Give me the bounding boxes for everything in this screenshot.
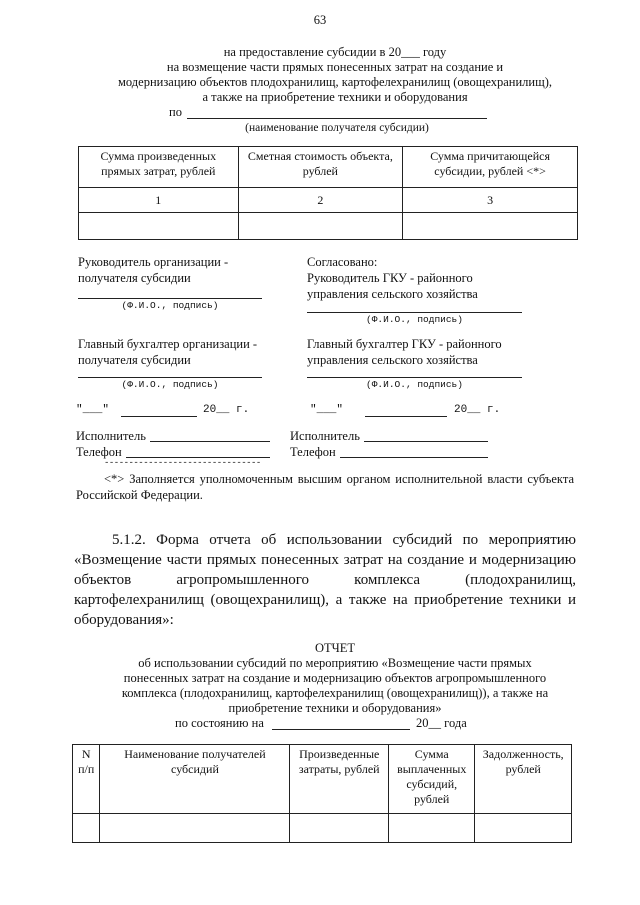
recipient-caption: (наименование получателя субсидии) — [245, 122, 429, 134]
as-of-year: 20__ года — [416, 716, 467, 730]
right-phone-label: Телефон — [290, 445, 336, 459]
left-accountant-sign-line[interactable] — [78, 377, 262, 378]
report-line-1: об использовании субсидий по мероприятию «Возмещение части прямых — [138, 656, 532, 670]
heading-line-4: а также на приобретение техники и оборудования — [202, 90, 468, 104]
heading-line-1: на предоставление субсидии в 20___ году — [223, 45, 447, 59]
subsidy-table — [78, 146, 578, 240]
po-label: по — [169, 105, 182, 119]
left-date-month-line[interactable] — [121, 416, 197, 417]
right-phone-line[interactable] — [340, 457, 488, 458]
header-costs-incurred: Произведенные затраты, рублей — [290, 745, 389, 814]
left-executor-line[interactable] — [150, 441, 270, 442]
left-accountant-fio-caption: (Ф.И.О., подпись) — [121, 379, 219, 390]
report-table — [72, 744, 572, 843]
cell-debt[interactable] — [475, 814, 572, 843]
left-date-year: 20__ г. — [203, 404, 250, 416]
section-paragraph: 5.1.2. Форма отчета об использовании субсидий по мероприятию «Возмещение части прямых понесенных затрат на создание и модернизацию объектов агропромышленного комплекса (плодохранилищ, картофелехранилищ (овощехранилищ), а также на приобретение техники и оборудования»: — [74, 532, 576, 628]
cell-costs-incurred[interactable] — [290, 814, 389, 843]
cell-subsidies-paid[interactable] — [389, 814, 475, 843]
table-data-row — [79, 213, 578, 240]
left-head-fio-caption: (Ф.И.О., подпись) — [121, 300, 219, 311]
right-head-label: Руководитель ГКУ - районного управления сельского хозяйства — [307, 271, 478, 301]
heading-line-3: модернизацию объектов плодохранилищ, картофелехранилищ (овощехранилищ), — [118, 75, 552, 89]
cell-subsidy-amount[interactable] — [403, 213, 578, 240]
left-date-day: "___" — [76, 404, 110, 416]
header-subsidy-amount: Сумма причитающейся субсидии, рублей <*> — [403, 147, 578, 188]
col-number-1: 1 — [79, 188, 239, 213]
header-recipient-name: Наименование получателей субсидий — [100, 745, 290, 814]
header-estimated-cost: Сметная стоимость объекта, рублей — [238, 147, 403, 188]
right-head-sign-line[interactable] — [307, 312, 522, 313]
left-head-sign-line[interactable] — [78, 298, 262, 299]
heading-line-2: на возмещение части прямых понесенных затрат на создание и — [166, 60, 504, 74]
right-executor-line[interactable] — [364, 441, 488, 442]
right-accountant-label: Главный бухгалтер ГКУ - районного управления сельского хозяйства — [307, 337, 502, 367]
left-head-label: Руководитель организации - получателя субсидии — [78, 255, 229, 285]
cell-direct-costs[interactable] — [79, 213, 239, 240]
left-executor-label: Исполнитель — [76, 429, 146, 443]
header-subsidies-paid: Сумма выплаченных субсидий, рублей — [389, 745, 475, 814]
table-number-row — [79, 188, 578, 213]
left-phone-label: Телефон — [76, 445, 122, 459]
footnote-separator: -------------------------------- — [104, 458, 261, 468]
header-debt: Задолженность, рублей — [475, 745, 572, 814]
right-accountant-sign-line[interactable] — [307, 377, 522, 378]
report-line-4: приобретение техники и оборудования» — [228, 701, 442, 715]
header-number: N п/п — [73, 745, 100, 814]
right-date-year: 20__ г. — [454, 404, 501, 416]
as-of-date-line[interactable] — [272, 729, 410, 730]
right-date-month-line[interactable] — [365, 416, 447, 417]
right-head-fio-caption: (Ф.И.О., подпись) — [366, 314, 463, 325]
page-number: 63 — [313, 13, 327, 27]
header-direct-costs: Сумма произведенных прямых затрат, рублей — [79, 147, 239, 188]
cell-number[interactable] — [73, 814, 100, 843]
report-line-3: комплекса (плодохранилищ, картофелехранилищ (овощехранилищ)), а также на — [121, 686, 549, 700]
table-data-row — [73, 814, 572, 843]
cell-recipient-name[interactable] — [100, 814, 290, 843]
cell-estimated-cost[interactable] — [238, 213, 403, 240]
left-accountant-label: Главный бухгалтер организации - получателя субсидии — [78, 337, 258, 367]
report-line-2: понесенных затрат на создание и модернизацию объектов агропромышленного — [123, 671, 547, 685]
col-number-2: 2 — [238, 188, 403, 213]
right-date-day: "___" — [310, 404, 344, 416]
agreed-label: Согласовано: — [307, 255, 378, 269]
recipient-line — [187, 118, 487, 119]
right-accountant-fio-caption: (Ф.И.О., подпись) — [366, 379, 463, 390]
right-executor-label: Исполнитель — [290, 429, 360, 443]
table-header-row — [73, 745, 572, 814]
as-of-label: по состоянию на — [175, 716, 264, 730]
footnote-text: <*> Заполняется уполномоченным высшим органом исполнительной власти субъекта Российской Федерации. — [76, 472, 574, 502]
col-number-3: 3 — [403, 188, 578, 213]
table-header-row — [79, 147, 578, 188]
report-title: ОТЧЕТ — [314, 641, 356, 655]
